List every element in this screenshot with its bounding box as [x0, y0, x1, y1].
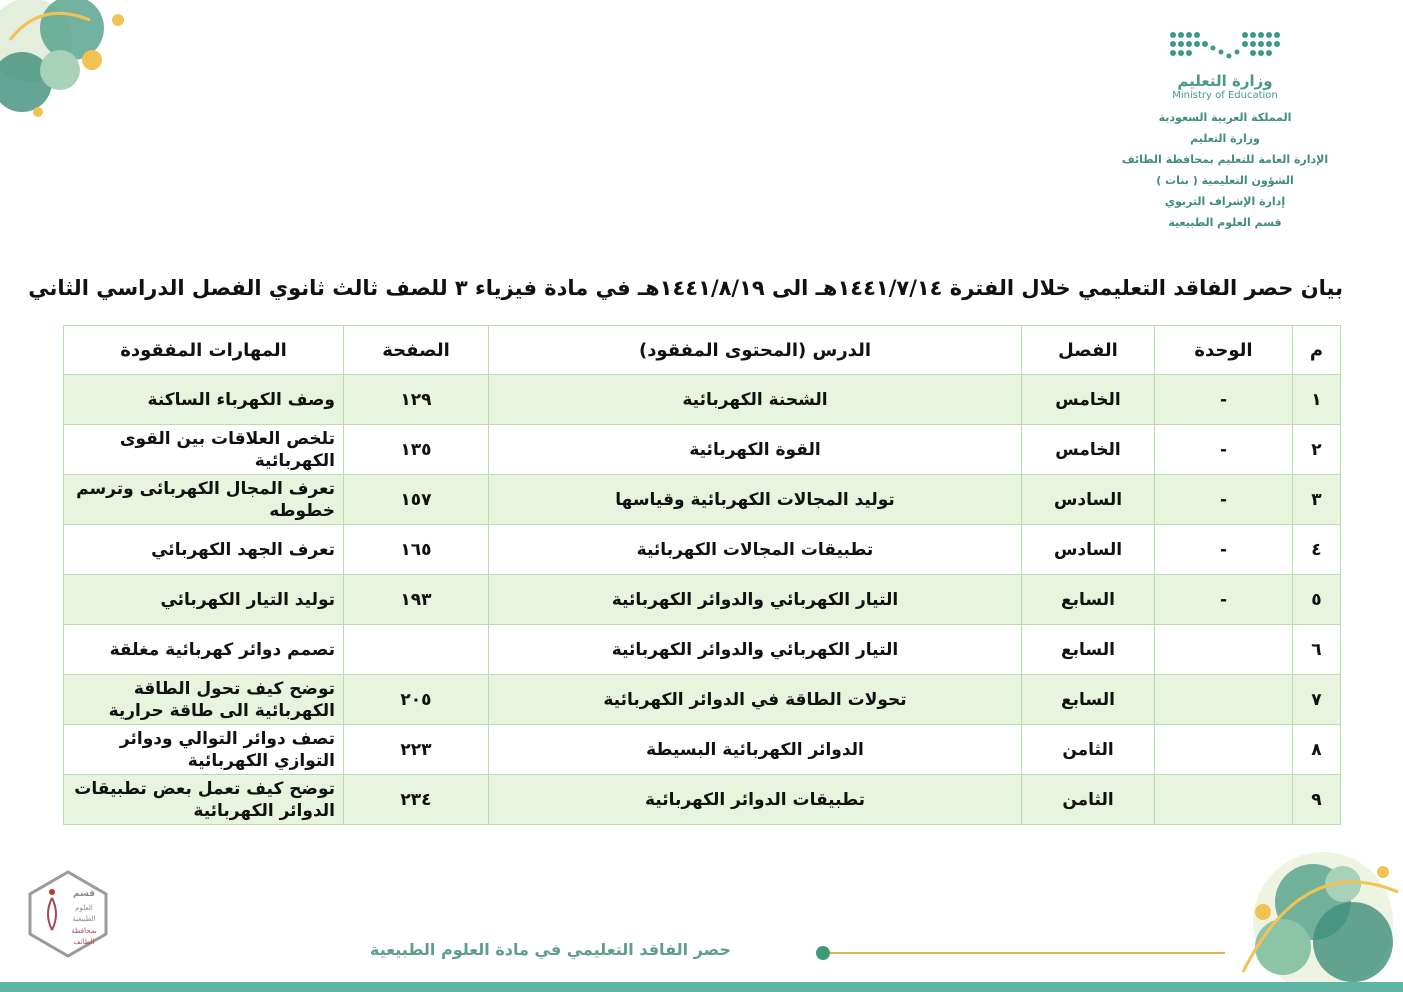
cell-unit: [1155, 775, 1293, 825]
cell-page: ١٣٥: [344, 425, 489, 475]
table-row: [64, 575, 1341, 625]
ministry-line: المملكة العربية السعودية: [1158, 111, 1292, 124]
footer-dot: [816, 946, 830, 960]
table-row: [64, 775, 1341, 825]
table-row: [64, 425, 1341, 475]
header-cell-page: الصفحة: [344, 326, 489, 375]
cell-page: ١٦٥: [344, 525, 489, 575]
cell-lesson: الشحنة الكهربائية: [489, 375, 1022, 425]
cell-lesson: الدوائر الكهربائية البسيطة: [489, 725, 1022, 775]
cell-skill: تعرف الجهد الكهربائي: [64, 525, 344, 575]
cell-number: ٨: [1293, 725, 1341, 775]
cell-skill: تلخص العلاقات بين القوى الكهربائية: [64, 425, 344, 475]
ministry-logo-icon: [1169, 30, 1281, 66]
learning-loss-table: [63, 325, 1341, 825]
cell-unit: [1155, 675, 1293, 725]
cell-page: ٢٣٤: [344, 775, 489, 825]
document-title: بيان حصر الفاقد التعليمي خلال الفترة ١٤٤١/٧/١٤هـ الى ١٤٤١/٨/١٩هـ في مادة فيزياء ٣ للصف ثالث ثانوي الفصل الدراسي الثاني: [28, 276, 1343, 300]
header-cell-lesson: الدرس (المحتوى المفقود): [489, 326, 1022, 375]
svg-text:بمحافظة: بمحافظة: [71, 927, 97, 935]
cell-lesson: تطبيقات الدوائر الكهربائية: [489, 775, 1022, 825]
table-row: [64, 475, 1341, 525]
cell-unit: -: [1155, 525, 1293, 575]
corner-ornament-bottom-right: [1203, 832, 1403, 982]
cell-unit: -: [1155, 425, 1293, 475]
cell-chapter: السابع: [1022, 625, 1155, 675]
svg-text:الطبيعية: الطبيعية: [72, 915, 96, 923]
cell-skill: تعرف المجال الكهربائى وترسم خطوطه: [64, 475, 344, 525]
cell-page: [344, 625, 489, 675]
ministry-line: قسم العلوم الطبيعية: [1168, 216, 1282, 229]
cell-chapter: السابع: [1022, 675, 1155, 725]
cell-skill: تصف دوائر التوالي ودوائر التوازي الكهربائية: [64, 725, 344, 775]
cell-unit: -: [1155, 575, 1293, 625]
cell-unit: [1155, 725, 1293, 775]
cell-chapter: السادس: [1022, 525, 1155, 575]
footer-divider: [830, 952, 1225, 954]
ministry-header: [1115, 30, 1335, 233]
svg-text:العلوم: العلوم: [75, 904, 93, 912]
footer-caption: حصر الفاقد التعليمي في مادة العلوم الطبيعية: [370, 940, 731, 959]
header-cell-unit: الوحدة: [1155, 326, 1293, 375]
cell-number: ٧: [1293, 675, 1341, 725]
cell-chapter: السادس: [1022, 475, 1155, 525]
cell-skill: وصف الكهرباء الساكنة: [64, 375, 344, 425]
cell-number: ٢: [1293, 425, 1341, 475]
cell-unit: [1155, 625, 1293, 675]
department-logo: [22, 868, 114, 960]
bottom-strip: [0, 982, 1403, 992]
cell-chapter: الخامس: [1022, 425, 1155, 475]
cell-skill: توضح كيف تحول الطاقة الكهربائية الى طاقة حرارية: [64, 675, 344, 725]
cell-page: ١٩٣: [344, 575, 489, 625]
cell-chapter: الثامن: [1022, 725, 1155, 775]
cell-lesson: التيار الكهربائي والدوائر الكهربائية: [489, 575, 1022, 625]
ministry-name-en: Ministry of Education: [1172, 90, 1278, 101]
cell-page: ١٥٧: [344, 475, 489, 525]
cell-number: ١: [1293, 375, 1341, 425]
department-logo-text: قسم: [72, 889, 96, 899]
corner-ornament-top-left: [0, 0, 140, 125]
cell-number: ٥: [1293, 575, 1341, 625]
cell-skill: تصمم دوائر كهربائية مغلقة: [64, 625, 344, 675]
cell-chapter: الثامن: [1022, 775, 1155, 825]
cell-lesson: توليد المجالات الكهربائية وقياسها: [489, 475, 1022, 525]
cell-lesson: تحولات الطاقة في الدوائر الكهربائية: [489, 675, 1022, 725]
cell-chapter: الخامس: [1022, 375, 1155, 425]
table-row: [64, 675, 1341, 725]
cell-unit: -: [1155, 375, 1293, 425]
cell-lesson: التيار الكهربائي والدوائر الكهربائية: [489, 625, 1022, 675]
header-cell-number: م: [1293, 326, 1341, 375]
cell-page: ٢٠٥: [344, 675, 489, 725]
ministry-line: وزارة التعليم: [1190, 132, 1260, 145]
cell-chapter: السابع: [1022, 575, 1155, 625]
cell-number: ٩: [1293, 775, 1341, 825]
header-cell-chapter: الفصل: [1022, 326, 1155, 375]
ministry-line: الشؤون التعليمية ( بنات ): [1156, 174, 1294, 187]
ministry-name-ar: وزارة التعليم: [1177, 72, 1273, 90]
cell-number: ٦: [1293, 625, 1341, 675]
cell-lesson: القوة الكهربائية: [489, 425, 1022, 475]
ministry-line: إدارة الإشراف التربوي: [1164, 195, 1286, 208]
cell-skill: توضح كيف تعمل بعض تطبيقات الدوائر الكهربائية: [64, 775, 344, 825]
cell-number: ٤: [1293, 525, 1341, 575]
cell-number: ٣: [1293, 475, 1341, 525]
table-header-row: [64, 326, 1341, 375]
table-row: [64, 375, 1341, 425]
cell-lesson: تطبيقات المجالات الكهربائية: [489, 525, 1022, 575]
cell-unit: -: [1155, 475, 1293, 525]
ministry-line: الإدارة العامة للتعليم بمحافظة الطائف: [1121, 153, 1329, 166]
table-row: [64, 725, 1341, 775]
cell-page: ١٢٩: [344, 375, 489, 425]
header-cell-skills: المهارات المفقودة: [64, 326, 344, 375]
cell-page: ٢٢٣: [344, 725, 489, 775]
cell-skill: توليد التيار الكهربائي: [64, 575, 344, 625]
svg-text:الطائف: الطائف: [73, 938, 95, 946]
table-row: [64, 525, 1341, 575]
table-row: [64, 625, 1341, 675]
